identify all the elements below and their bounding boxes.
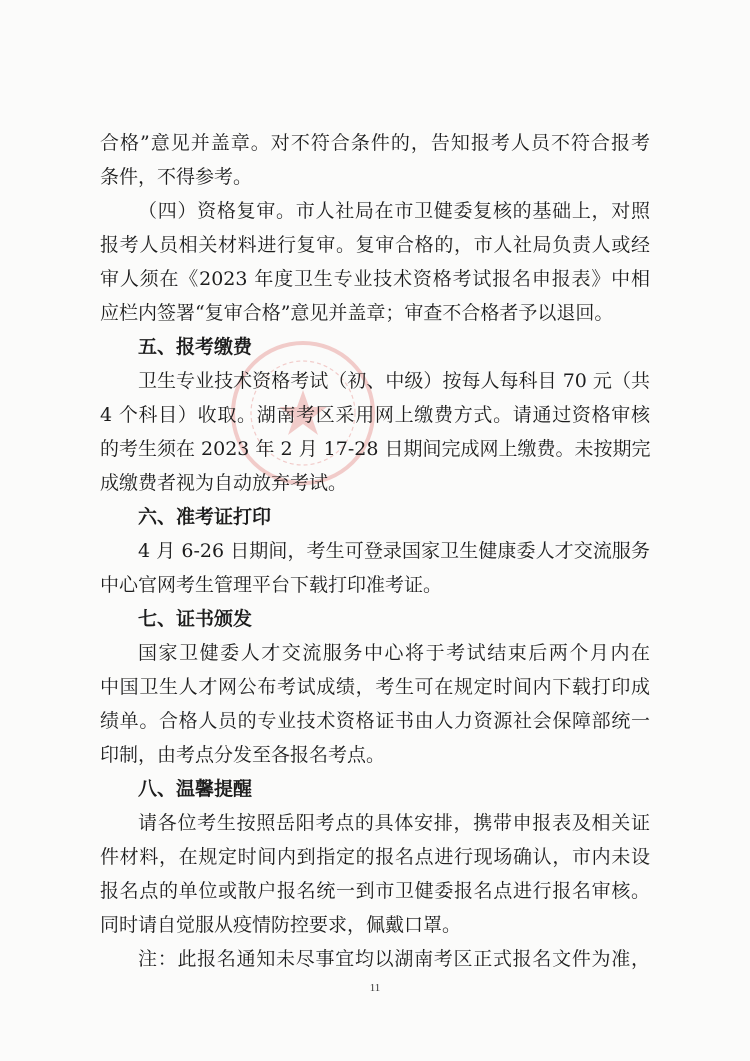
- document-body: [100, 126, 650, 976]
- body-line: 4 个科目）收取。湖南考区采用网上缴费方式。请通过资格审核: [100, 404, 650, 426]
- body-line: 中心官网考生管理平台下载打印准考证。: [100, 574, 443, 596]
- body-line: 卫生专业技术资格考试（初、中级）按每人每科目 70 元（共: [138, 370, 650, 392]
- body-line: 绩单。合格人员的专业技术资格证书由人力资源社会保障部统一: [100, 710, 650, 732]
- body-line: 同时请自觉服从疫情防控要求，佩戴口罩。: [100, 914, 462, 936]
- body-line: 成缴费者视为自动放弃考试。: [100, 472, 348, 494]
- body-line: 请各位考生按照岳阳考点的具体安排，携带申报表及相关证: [138, 812, 650, 834]
- note-line: 注：此报名通知未尽事宜均以湖南考区正式报名文件为准，: [138, 948, 650, 970]
- section-heading-payment: 五、报考缴费: [138, 336, 253, 358]
- body-line: 报名点的单位或散户报名统一到市卫健委报名点进行报名审核。: [100, 880, 650, 902]
- body-line: 条件，不得参考。: [100, 166, 253, 188]
- body-line: 合格”意见并盖章。对不符合条件的，告知报考人员不符合报考: [100, 132, 650, 154]
- body-line: 中国卫生人才网公布考试成绩，考生可在规定时间内下载打印成: [100, 676, 650, 698]
- body-line: 4 月 6-26 日期间，考生可登录国家卫生健康委人才交流服务: [138, 540, 650, 562]
- body-line: 报考人员相关材料进行复审。复审合格的，市人社局负责人或经: [100, 234, 650, 256]
- body-line: 件材料，在规定时间内到指定的报名点进行现场确认，市内未设: [100, 846, 650, 868]
- body-line: 印制，由考点分发至各报名考点。: [100, 744, 386, 766]
- page-number: 11: [369, 982, 381, 994]
- body-line: 国家卫健委人才交流服务中心将于考试结束后两个月内在: [138, 642, 650, 664]
- section-heading-reminder: 八、温馨提醒: [138, 778, 253, 800]
- section-heading-admission-ticket: 六、准考证打印: [138, 506, 272, 528]
- body-line: 的考生须在 2023 年 2 月 17-28 日期间完成网上缴费。未按期完: [100, 438, 651, 460]
- body-line: 审人须在《2023 年度卫生专业技术资格考试报名申报表》中相: [100, 268, 650, 290]
- body-line: （四）资格复审。市人社局在市卫健委复核的基础上，对照: [138, 200, 650, 222]
- section-heading-certificate: 七、证书颁发: [138, 608, 253, 630]
- body-line: 应栏内签署“复审合格”意见并盖章；审查不合格者予以退回。: [100, 302, 614, 324]
